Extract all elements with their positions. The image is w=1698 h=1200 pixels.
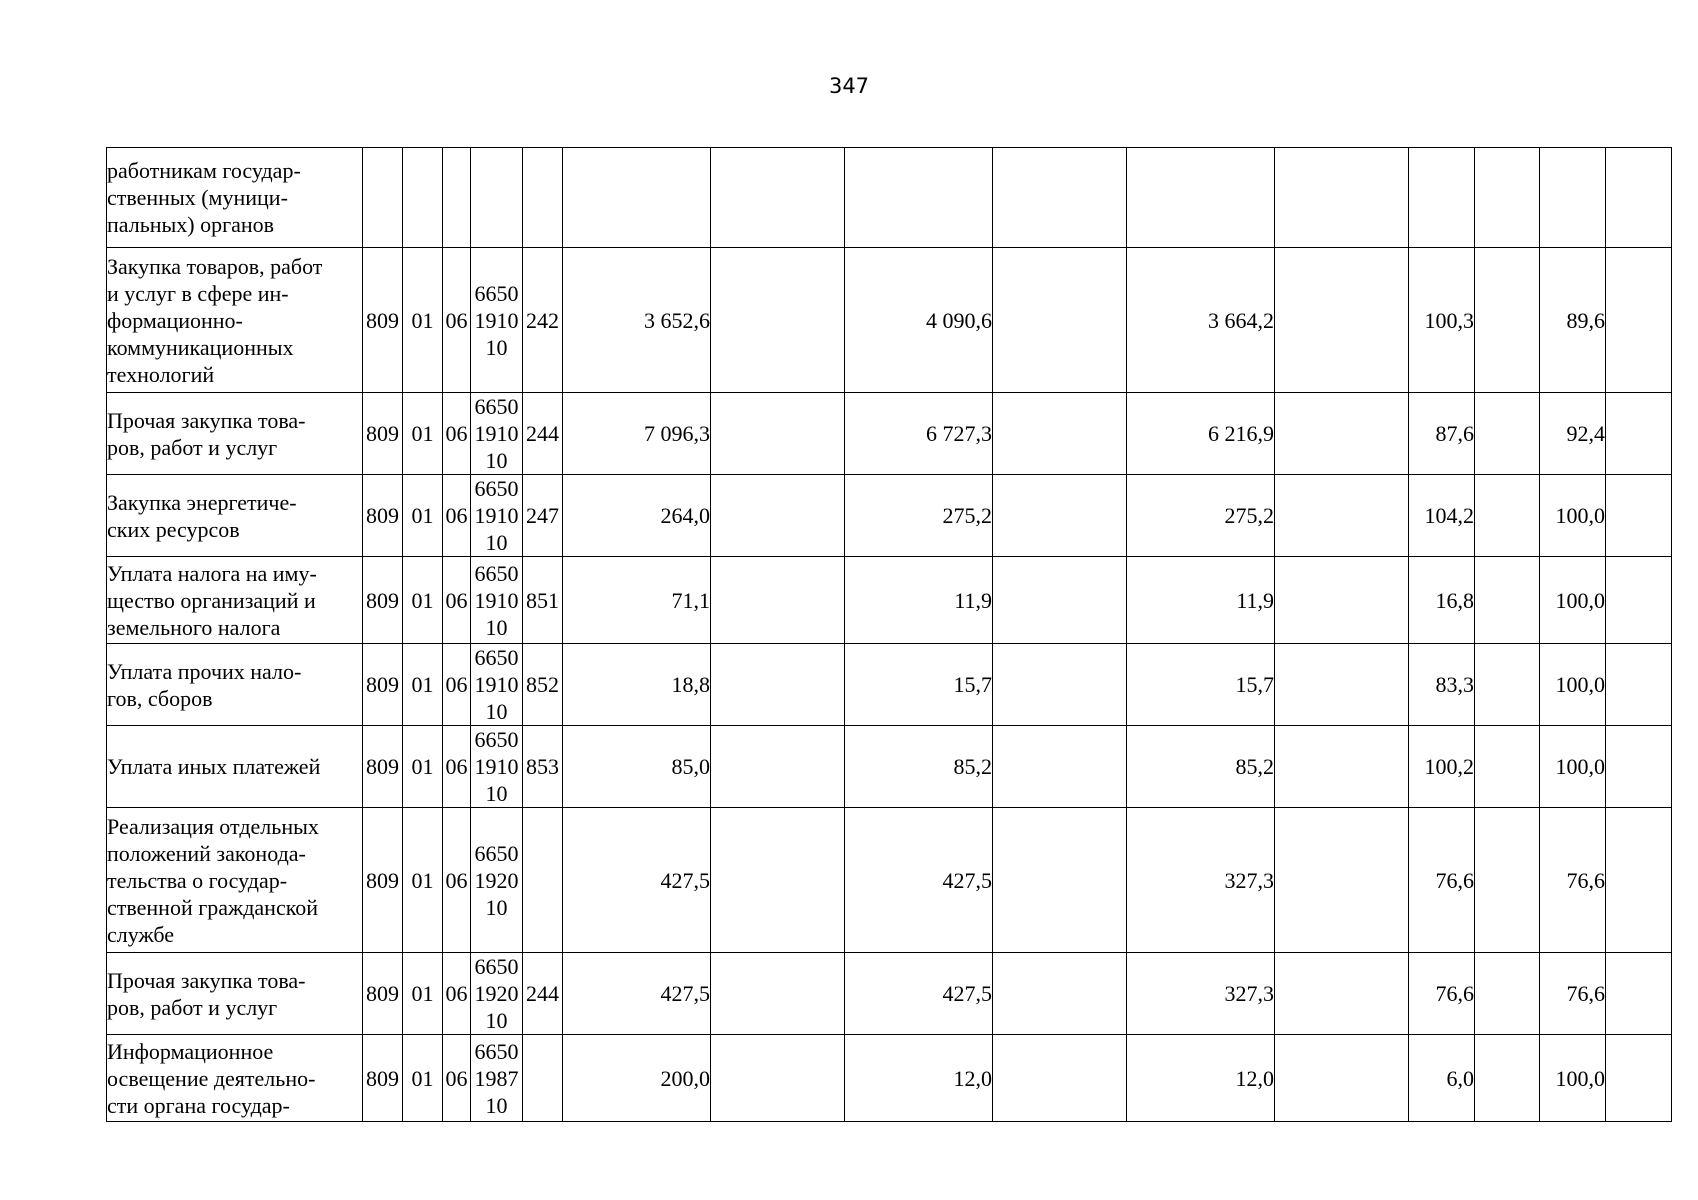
empty-cell <box>1275 248 1409 393</box>
empty-cell <box>1475 953 1540 1035</box>
grbs-code-cell: 809 <box>363 953 403 1035</box>
section-code-cell <box>403 148 443 248</box>
section-code-cell: 01 <box>403 953 443 1035</box>
percent-2-cell: 76,6 <box>1540 808 1606 953</box>
percent-1-cell: 100,2 <box>1409 726 1475 808</box>
percent-2-cell: 100,0 <box>1540 475 1606 557</box>
percent-1-cell: 16,8 <box>1409 557 1475 644</box>
percent-2-cell: 100,0 <box>1540 726 1606 808</box>
subsection-code-cell <box>443 148 471 248</box>
subsection-code-cell: 06 <box>443 393 471 475</box>
value-1-cell: 427,5 <box>563 808 711 953</box>
empty-cell <box>993 808 1127 953</box>
empty-cell <box>711 148 845 248</box>
subsection-code-cell: 06 <box>443 475 471 557</box>
percent-1-cell: 83,3 <box>1409 644 1475 726</box>
value-2-cell: 11,9 <box>845 557 993 644</box>
section-code-cell: 01 <box>403 808 443 953</box>
expense-type-cell: 851 <box>523 557 563 644</box>
empty-cell <box>993 393 1127 475</box>
value-1-cell: 85,0 <box>563 726 711 808</box>
empty-cell <box>711 475 845 557</box>
table-row <box>107 726 1672 808</box>
target-article-cell: 6650 1910 10 <box>471 248 523 393</box>
empty-cell <box>1606 557 1672 644</box>
target-article-cell: 6650 1910 10 <box>471 475 523 557</box>
grbs-code-cell <box>363 148 403 248</box>
row-name-cell: Закупка энергетиче- ских ресурсов <box>107 475 363 557</box>
section-code-cell: 01 <box>403 475 443 557</box>
value-3-cell: 15,7 <box>1127 644 1275 726</box>
row-name-cell: Уплата иных платежей <box>107 726 363 808</box>
value-3-cell: 327,3 <box>1127 953 1275 1035</box>
grbs-code-cell: 809 <box>363 1035 403 1122</box>
empty-cell <box>993 248 1127 393</box>
empty-cell <box>1275 393 1409 475</box>
percent-1-cell: 76,6 <box>1409 953 1475 1035</box>
section-code-cell: 01 <box>403 248 443 393</box>
expense-type-cell <box>523 148 563 248</box>
table-row <box>107 644 1672 726</box>
empty-cell <box>1475 557 1540 644</box>
percent-2-cell: 100,0 <box>1540 557 1606 644</box>
empty-cell <box>1606 393 1672 475</box>
table-row <box>107 248 1672 393</box>
table-row <box>107 393 1672 475</box>
percent-2-cell: 92,4 <box>1540 393 1606 475</box>
subsection-code-cell: 06 <box>443 953 471 1035</box>
empty-cell <box>1275 726 1409 808</box>
percent-2-cell: 100,0 <box>1540 1035 1606 1122</box>
value-2-cell: 427,5 <box>845 808 993 953</box>
row-name-cell: Уплата налога на иму- щество организаций и земельного налога <box>107 557 363 644</box>
section-code-cell: 01 <box>403 557 443 644</box>
percent-1-cell: 104,2 <box>1409 475 1475 557</box>
table-row <box>107 475 1672 557</box>
empty-cell <box>711 953 845 1035</box>
value-3-cell: 85,2 <box>1127 726 1275 808</box>
table-row <box>107 808 1672 953</box>
table-row <box>107 1035 1672 1122</box>
page-number: 347 <box>828 74 870 98</box>
empty-cell <box>1606 644 1672 726</box>
value-1-cell: 200,0 <box>563 1035 711 1122</box>
empty-cell <box>1275 1035 1409 1122</box>
empty-cell <box>1475 644 1540 726</box>
empty-cell <box>993 475 1127 557</box>
value-2-cell: 427,5 <box>845 953 993 1035</box>
table-row <box>107 953 1672 1035</box>
percent-2-cell: 89,6 <box>1540 248 1606 393</box>
empty-cell <box>993 557 1127 644</box>
row-name-cell: Прочая закупка това- ров, работ и услуг <box>107 393 363 475</box>
value-3-cell <box>1127 148 1275 248</box>
empty-cell <box>1606 475 1672 557</box>
percent-2-cell: 76,6 <box>1540 953 1606 1035</box>
empty-cell <box>1275 557 1409 644</box>
value-3-cell: 12,0 <box>1127 1035 1275 1122</box>
grbs-code-cell: 809 <box>363 644 403 726</box>
empty-cell <box>711 557 845 644</box>
empty-cell <box>1475 726 1540 808</box>
value-2-cell: 15,7 <box>845 644 993 726</box>
expense-type-cell: 244 <box>523 953 563 1035</box>
empty-cell <box>711 393 845 475</box>
empty-cell <box>1606 953 1672 1035</box>
percent-2-cell: 100,0 <box>1540 644 1606 726</box>
empty-cell <box>1275 475 1409 557</box>
grbs-code-cell: 809 <box>363 726 403 808</box>
grbs-code-cell: 809 <box>363 475 403 557</box>
section-code-cell: 01 <box>403 393 443 475</box>
empty-cell <box>1475 1035 1540 1122</box>
value-2-cell <box>845 148 993 248</box>
value-1-cell <box>563 148 711 248</box>
table-row <box>107 148 1672 248</box>
empty-cell <box>1475 248 1540 393</box>
subsection-code-cell: 06 <box>443 557 471 644</box>
empty-cell <box>711 808 845 953</box>
empty-cell <box>1275 148 1409 248</box>
empty-cell <box>993 953 1127 1035</box>
value-3-cell: 11,9 <box>1127 557 1275 644</box>
grbs-code-cell: 809 <box>363 808 403 953</box>
empty-cell <box>1475 475 1540 557</box>
empty-cell <box>1606 808 1672 953</box>
empty-cell <box>711 248 845 393</box>
value-1-cell: 264,0 <box>563 475 711 557</box>
empty-cell <box>993 148 1127 248</box>
value-2-cell: 4 090,6 <box>845 248 993 393</box>
grbs-code-cell: 809 <box>363 248 403 393</box>
empty-cell <box>993 644 1127 726</box>
empty-cell <box>1475 808 1540 953</box>
empty-cell <box>1475 393 1540 475</box>
expense-type-cell: 244 <box>523 393 563 475</box>
value-1-cell: 18,8 <box>563 644 711 726</box>
empty-cell <box>993 1035 1127 1122</box>
value-3-cell: 6 216,9 <box>1127 393 1275 475</box>
value-1-cell: 7 096,3 <box>563 393 711 475</box>
subsection-code-cell: 06 <box>443 248 471 393</box>
subsection-code-cell: 06 <box>443 644 471 726</box>
section-code-cell: 01 <box>403 726 443 808</box>
target-article-cell: 6650 1910 10 <box>471 644 523 726</box>
row-name-cell: Закупка товаров, работ и услуг в сфере ин- формационно- коммуникационных технологий <box>107 248 363 393</box>
target-article-cell <box>471 148 523 248</box>
table-row <box>107 557 1672 644</box>
value-3-cell: 275,2 <box>1127 475 1275 557</box>
percent-1-cell: 87,6 <box>1409 393 1475 475</box>
target-article-cell: 6650 1910 10 <box>471 557 523 644</box>
value-1-cell: 3 652,6 <box>563 248 711 393</box>
subsection-code-cell: 06 <box>443 726 471 808</box>
grbs-code-cell: 809 <box>363 557 403 644</box>
value-2-cell: 275,2 <box>845 475 993 557</box>
value-2-cell: 12,0 <box>845 1035 993 1122</box>
row-name-cell: Реализация отдельных положений законода- тельства о государ- ственной гражданской службе <box>107 808 363 953</box>
empty-cell <box>1275 953 1409 1035</box>
percent-1-cell: 76,6 <box>1409 808 1475 953</box>
grbs-code-cell: 809 <box>363 393 403 475</box>
empty-cell <box>711 1035 845 1122</box>
value-1-cell: 427,5 <box>563 953 711 1035</box>
expense-type-cell <box>523 1035 563 1122</box>
empty-cell <box>1475 148 1540 248</box>
empty-cell <box>993 726 1127 808</box>
expense-type-cell: 853 <box>523 726 563 808</box>
expense-type-cell: 852 <box>523 644 563 726</box>
empty-cell <box>1606 1035 1672 1122</box>
target-article-cell: 6650 1910 10 <box>471 393 523 475</box>
subsection-code-cell: 06 <box>443 1035 471 1122</box>
subsection-code-cell: 06 <box>443 808 471 953</box>
expense-type-cell <box>523 808 563 953</box>
value-2-cell: 85,2 <box>845 726 993 808</box>
empty-cell <box>1606 148 1672 248</box>
empty-cell <box>1275 644 1409 726</box>
expense-type-cell: 242 <box>523 248 563 393</box>
target-article-cell: 6650 1920 10 <box>471 808 523 953</box>
budget-execution-table <box>106 147 1672 1122</box>
target-article-cell: 6650 1987 10 <box>471 1035 523 1122</box>
empty-cell <box>711 726 845 808</box>
empty-cell <box>1606 726 1672 808</box>
section-code-cell: 01 <box>403 644 443 726</box>
value-3-cell: 327,3 <box>1127 808 1275 953</box>
percent-1-cell: 100,3 <box>1409 248 1475 393</box>
empty-cell <box>1606 248 1672 393</box>
target-article-cell: 6650 1920 10 <box>471 953 523 1035</box>
section-code-cell: 01 <box>403 1035 443 1122</box>
empty-cell <box>711 644 845 726</box>
empty-cell <box>1275 808 1409 953</box>
percent-1-cell <box>1409 148 1475 248</box>
row-name-cell: Уплата прочих нало- гов, сборов <box>107 644 363 726</box>
value-2-cell: 6 727,3 <box>845 393 993 475</box>
expense-type-cell: 247 <box>523 475 563 557</box>
value-3-cell: 3 664,2 <box>1127 248 1275 393</box>
row-name-cell: Прочая закупка това- ров, работ и услуг <box>107 953 363 1035</box>
value-1-cell: 71,1 <box>563 557 711 644</box>
percent-2-cell <box>1540 148 1606 248</box>
percent-1-cell: 6,0 <box>1409 1035 1475 1122</box>
row-name-cell: работникам государ- ственных (муници- пальных) органов <box>107 148 363 248</box>
target-article-cell: 6650 1910 10 <box>471 726 523 808</box>
row-name-cell: Информационное освещение деятельно- сти органа государ- <box>107 1035 363 1122</box>
